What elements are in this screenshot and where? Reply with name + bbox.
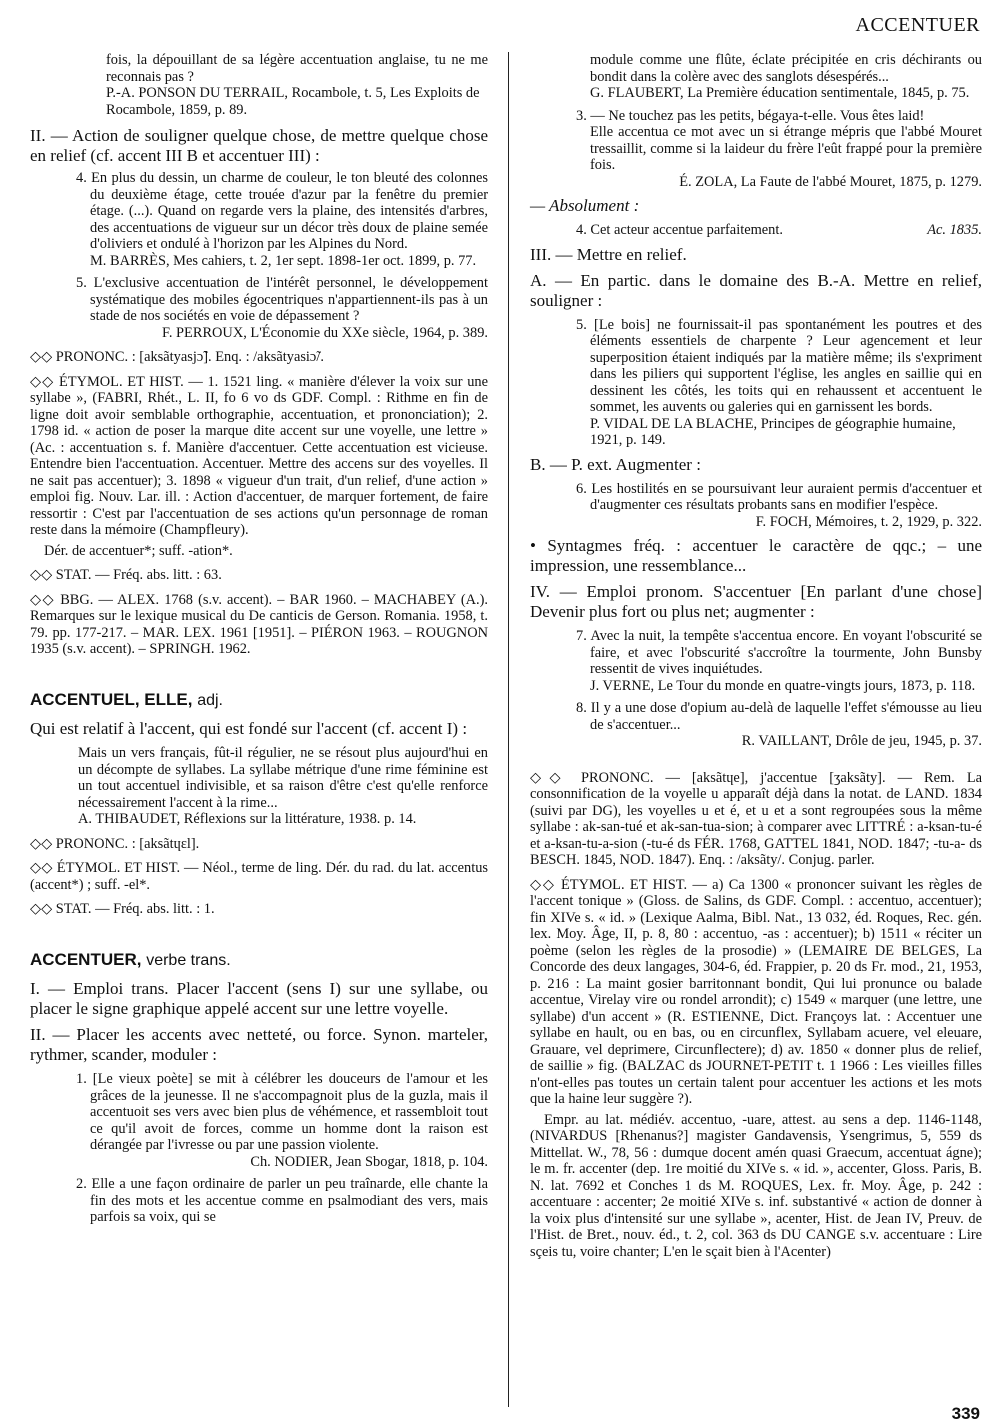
statistics: ◇◇ STAT. — Fréq. abs. litt. : 63. [30, 567, 222, 583]
quote-8: 8. Il y a une dose d'opium au-delà de laquelle l'effet s'émousse au lieu de s'accentuer... [576, 700, 982, 733]
quote-4: 4. En plus du dessin, un charme de couleur, le ton bleuté des colonnes du deuxième étage, cette trouée d'azur par la fenêtre du premier étage. (...). Quand on regarde vers la plaine, des intensités d'arbres, des accentuations de vigueur sur un décor très doux de plaine semée d'oliviers et ondulé à l'horizon par les Alpines du Nord. [76, 170, 488, 252]
prononciation: ◇◇ PRONONC. — [aksãtɥe], j'accentue [ʒaksãty]. — Rem. La consonnification de la voyelle u apparaît déjà dans la notat. de LAND. 1834 (suivi par DG), les voyelles u et é, et u et a sont regroupées sous la même syllabe : ak-san-tué et ak-san-tua-sion; à comparer avec LITTRÉ : a-ksan-tu-é et a-ksan-tu-a-sion (-tu-é ds FÉR. 1768, GATTEL 1841, NOD. 1847; -tu-a- ds BESCH. 1845, NOD. 1847). Enq. : /aksãty/. Conjug. parler. [530, 769, 982, 868]
sense-II-heading: II. — Action de souligner quelque chose, de mettre quelque chose en relief (cf. accent III B et accentuer III) : [30, 126, 488, 165]
quote-5: 5. L'exclusive accentuation de l'intérêt personnel, le développement systématique des mobiles égocentriques n'appartiennent-ils pas à un stade de nos sociétés en voie de dépassement ? [76, 275, 488, 324]
quote-4: 4. Cet acteur accentue parfaitement. [576, 222, 783, 238]
quote-4-row [576, 222, 982, 239]
right-column [530, 52, 982, 1260]
quote-5-source: F. PERROUX, L'Économie du XXe siècle, 1964, p. 389. [162, 324, 488, 341]
prononciation: ◇◇ PRONONC. : [aksãtɥɛl]. [30, 835, 200, 852]
sense-II: II. — Placer les accents avec netteté, ou force. Synon. marteler, rythmer, scander, moduler : [30, 1025, 488, 1064]
etymology: ◇◇ ÉTYMOL. ET HIST. — 1. 1521 ling. « manière d'élever la voix sur une syllabe », (FABRI, Rhét., L. II, fo 6 vo ds GDF. Compl. : Rithme en fin de ligne doit avoir semblable orthographie, accentuation, et prononciation); 2. 1798 id. « action de poser la marque dite accent sur une voyelle, une lettre » (Ac. : accentuation s. f. Manière d'accentuer. Cette accentuation est vicieuse. Entendre bien l'accentuation. Accentuer. Mettre des accens sur des voyelles. Il ne sait pas accentuer); 3. 1898 « vigueur d'un trait, d'un relief, d'une action » emploi fig. Nouv. Lar. ill. : Action d'accentuer, de marquer fortement, de faire ressortir : C'est par l'accentuation de ses actions qu'un personnage de roman reste dans la mémoire (Champfleury). [30, 373, 488, 538]
entry-accentuer-heading [30, 949, 488, 970]
quote-8-source: R. VAILLANT, Drôle de jeu, 1945, p. 37. [741, 733, 982, 749]
quote-3-source: É. ZOLA, La Faute de l'abbé Mouret, 1875, p. 1279. [679, 173, 982, 190]
column-divider [508, 52, 509, 1407]
entry-headword: ACCENTUER, [30, 949, 142, 969]
quote-source: P.-A. PONSON DU TERRAIL, Rocambole, t. 5, Les Exploits de Rocambole, 1859, p. 89. [106, 85, 480, 118]
sense-IV: IV. — Emploi pronom. S'accentuer [En parlant d'une chose] Devenir plus fort ou plus net; augmenter : [530, 582, 982, 621]
quote-6-source: F. FOCH, Mémoires, t. 2, 1929, p. 322. [755, 513, 982, 530]
quote-2: 2. Elle a une façon ordinaire de parler un peu traînarde, elle chante la fin des mots et les accentue comme en psalmodiant des vers, mais parfois sa voix, qui se [76, 1176, 488, 1225]
syntagmes: • Syntagmes fréq. : accentuer le caractère de qqc.; – une impression, une ressemblance... [530, 536, 982, 575]
quote-text: fois, la dépouillant de sa légère accentuation anglaise, tu ne me reconnais pas ? [106, 52, 488, 85]
entry-pos: adj. [197, 691, 223, 709]
quote-1-source: Ch. NODIER, Jean Sbogar, 1818, p. 104. [250, 1153, 488, 1170]
quote-3-continuation: Elle accentua ce mot avec un si étrange mépris que l'abbé Mouret tressaillit, comme si la laideur du frère l'eût frappé pour la première fois. [590, 124, 982, 173]
quote-4-source: Ac. 1835. [927, 222, 982, 238]
quote-1: 1. [Le vieux poète] se mit à célébrer les douceurs de l'amour et les grâces de la jeunesse. Il ne s'accompagnoit plus de la guzla, mais il accentuoit ses vers avec bien plus de véhémence, et rassembloit tout ce qu'il avoit de forces, comme un homme dont la raison est dérangée par l'ivresse ou par une passion violente. [76, 1071, 488, 1153]
quote-5: 5. [Le bois] ne fournissait-il pas spontanément les poutres et des éléments essentiels de charpente ? Leur agencement et leur superposition étaient indiqués par la matière même; ils s'expriment dans les piliers qui supportent l'église, les angles en saillie qui en dessinent les côtés, les toits qui en rehaussent et accentuent le sommet, les auvents ou galeries qui en garnissent les bords. [576, 316, 982, 415]
bibliography: ◇◇ BBG. — ALEX. 1768 (s.v. accent). – BAR 1960. – MACHABEY (A.). Remarques sur le lexique musical du De canticis de Gerson. Romania. 1958, t. 79. pp. 177-217. – MAR. LEX. 1961 [1951]. – PIÉRON 1963. – ROUGNON 1935 (s.v. accent). – SPRINGH. 1962. [30, 591, 488, 657]
quote-text: Mais un vers français, fût-il régulier, ne se résout plus aujourd'hui en un décompte de syllabes. La syllabe métrique d'une rime féminine est un tout accentuel indivisible, et sa raison d'être c'est qu'elle renforce nécessairement l'accent à la rime... [78, 745, 488, 811]
derivation: Dér. de accentuer*; suff. -ation*. [44, 542, 233, 559]
etymology: ◇◇ ÉTYMOL. ET HIST. — Néol., terme de ling. Dér. du rad. du lat. accentus (accent*) ; suff. -el*. [30, 860, 488, 893]
sense-III: III. — Mettre en relief. [530, 244, 687, 264]
prononciation: ◇◇ PRONONC. : [aksãtyasjɔ̃]. Enq. : /aksãtyasiɔ̃/. [30, 349, 324, 365]
sense-III-B: B. — P. ext. Augmenter : [530, 454, 701, 474]
entry-pos: verbe trans. [146, 951, 231, 969]
quote-5-source: P. VIDAL DE LA BLACHE, Principes de géographie humaine, 1921, p. 149. [590, 415, 956, 448]
emprunt: Empr. au lat. médiév. accentuo, -uare, attest. au sens a dep. 1146-1148, (NIVARDUS [Rhenanus?] magister Gandavensis, Ysengrimus, 5, 559 ds Mittellat. W., 78, 56 : dumque docent amén quasi Graecum, accentuat ágne); le m. fr. accenter (dep. 1re moitié du XIVe s. « id. », accenter, Gloss. Paris, B. N. lat. 7692 et Conches 1 ds M. ROQUES, Lex. fr. Moy. Âge, p. 242 : accentuare : accenter; 2e moitié XIVe s. inf. substantivé « action de donner à la voix plus d'intensité sur une syllabe », acenter, Hist. de Jean IV, Preuv. de l'Hist. de Bret., nouv. éd., t. 2, col. 363 ds DU CANGE s.v. accentuare : Lire sçeis tu, voire chanter; L'en le sçait bien à l'Acenter) [530, 1111, 982, 1260]
quote-source: A. THIBAUDET, Réflexions sur la littérature, 1938. p. 14. [78, 811, 417, 827]
entry-definition: Qui est relatif à l'accent, qui est fondé sur l'accent (cf. accent I) : [30, 719, 468, 738]
quote-source: G. FLAUBERT, La Première éducation sentimentale, 1845, p. 75. [590, 85, 970, 101]
sense-III-A: A. — En partic. dans le domaine des B.-A. Mettre en relief, souligner : [530, 270, 982, 310]
quote-3: 3. — Ne touchez pas les petits, bégaya-t-elle. Vous êtes laid! [576, 107, 925, 124]
quote-6: 6. Les hostilités en se poursuivant leur auraient permis d'accentuer et d'augmenter ces résultats probants sans en modifier l'espèce. [576, 480, 982, 513]
page-number: 339 [951, 1404, 980, 1423]
left-column [30, 52, 488, 1226]
quote-continuation: module comme une flûte, éclate précipitée en cris déchirants ou bondit dans la colère avec des sanglots désespérés... [590, 52, 982, 85]
entry-accentuel-heading [30, 689, 488, 710]
entry-headword: ACCENTUEL, ELLE, [30, 689, 193, 709]
quote-7-source: J. VERNE, Le Tour du monde en quatre-vingts jours, 1873, p. 118. [590, 677, 976, 694]
statistics: ◇◇ STAT. — Fréq. abs. litt. : 1. [30, 901, 215, 917]
running-head: ACCENTUER [855, 14, 980, 36]
etymology: ◇◇ ÉTYMOL. ET HIST. — a) Ca 1300 « prononcer suivant les règles de l'accent tonique » (Gloss. de Salins, ds GDF. Compl. : accentuo, accentuer); fin XIVe s. « id. » (Lexique Aalma, Bibl. Nat., 13 032, éd. Roques, Rec. gén. lex. Moy. Âge, II, p. 8, 80 : accentuo, -as : accentuer); b) 1511 « réciter un poème (selon les règles de la prosodie) » (LEMAIRE DE BELGES, La Concorde des deux langages, 304-6, éd. Frappier, p. 20 ds Fr. mod., 21, 1953, p. 216 : La maint gosier barritonnant bondit, Qui lui pronunce ou balade accentue, Virelay vire ou rondel arrondit); c) 1549 « marquer (une lettre, une syllabe) d'un accent » (R. ESTIENNE, Dict. Françoys lat. : Accentuer une syllabe en hault, ou en bas, ou en circunflex, Syllabam acuere, vel eleuare, Grauare, vel deprimere, Circunflectere); d) av. 1850 « donner plus de relief, de saillie » fig. (BALZAC ds JOURNET-PETIT t. 1 1966 : Les vieilles filles n'ont-elles pas toutes un certain talent pour accentuer les actions et les mots que la haine leur suggère ?). [530, 876, 982, 1107]
absolument-label: — Absolument : [530, 196, 640, 215]
quote-4-source: M. BARRÈS, Mes cahiers, t. 2, 1er sept. 1898-1er oct. 1899, p. 77. [90, 252, 477, 269]
quote-7: 7. Avec la nuit, la tempête s'accentua encore. En voyant l'obscurité se faire, et avec l'obscurité s'accroître la tourmente, John Bunsby ressentit de vives inquiétudes. [576, 628, 982, 677]
sense-I: I. — Emploi trans. Placer l'accent (sens I) sur une syllabe, ou placer le signe graphique appelé accent sur une lettre voyelle. [30, 979, 488, 1018]
